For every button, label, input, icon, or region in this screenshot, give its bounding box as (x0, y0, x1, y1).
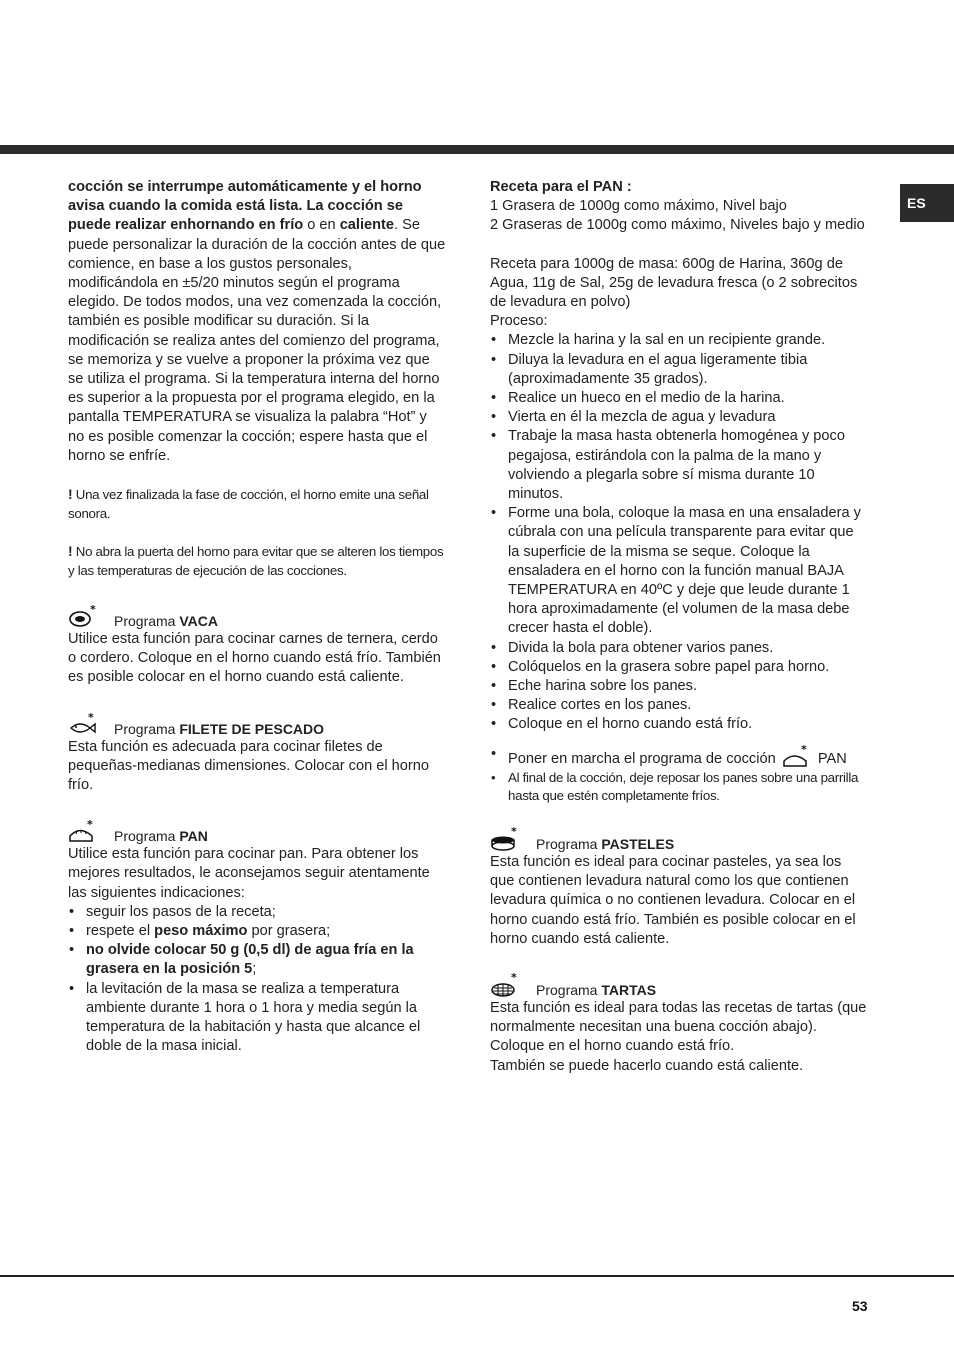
page-number: 53 (852, 1298, 868, 1314)
note-sound: ! Una vez finalizada la fase de cocción, el horno emite una señal sonora. (68, 486, 429, 521)
list-item: • Mezcle la harina y la sal en un recipiente grande. (490, 331, 868, 350)
recipe-process-label: Proceso: (490, 313, 548, 330)
svg-text:*: * (87, 819, 93, 832)
bread-icon (782, 745, 812, 769)
recipe-steps-list (490, 331, 868, 734)
program-pan-text: Utilice esta función para cocinar pan. Para obtener los mejores resultados, le aconsejamos seguir atentamente las siguientes indicaciones: (68, 846, 430, 901)
pan-instructions-list (68, 903, 446, 1057)
list-item: • Forme una bola, coloque la masa en una ensaladera y cúbrala con una película transparente para evitar que la superficie de la misma se seque. Coloque la ensaladera en el horno con la función manual BAJA TEMPERATURA en 40ºC y deje que leude durante 1 hora aproximadamente (el volumen de la masa debe crecer hasta el doble). (490, 504, 868, 638)
recipe-line-1: 1 Grasera de 1000g como máximo, Nivel bajo (490, 198, 787, 215)
recipe-line-2: 2 Graseras de 1000g como máximo, Niveles bajo y medio (490, 217, 865, 234)
list-item: • Poner en marcha el programa de cocción * PAN (490, 745, 868, 769)
program-tartas-text-2: También se puede hacerlo cuando está caliente. (490, 1057, 804, 1074)
left-column (68, 178, 446, 1057)
list-item: • Al final de la cocción, deje reposar los panes sobre una parrilla hasta que estén completamente fríos. (490, 769, 868, 806)
list-item: • Trabaje la masa hasta obtenerla homogénea y poco pegajosa, estirándola con la palma de la mano y volviendo a plegarla sobre sí misma durante 10 minutos. (490, 427, 868, 504)
list-item: • no olvide colocar 50 g (0,5 dl) de agua fría en la grasera en la posición 5; (68, 941, 446, 979)
svg-text:*: * (511, 826, 517, 838)
svg-text:*: * (90, 604, 96, 617)
right-column (490, 178, 868, 1076)
tart-icon (490, 973, 520, 999)
svg-text:*: * (511, 972, 517, 984)
program-pasteles-heading: * Programa PASTELES (490, 825, 868, 853)
program-vaca-text: Utilice esta función para cocinar carnes de ternera, cerdo o cordero. Coloque en el horno cuando está frío. También es posible colocar en el horno cuando está caliente. (68, 631, 441, 686)
recipe-title: Receta para el PAN : (490, 179, 632, 195)
program-vaca-heading: * Programa VACA (68, 602, 446, 630)
note-door: ! No abra la puerta del horno para evitar que se alteren los tiempos y las temperaturas de ejecución de las cocciones. (68, 543, 444, 578)
program-pescado-heading: * Programa FILETE DE PESCADO (68, 710, 446, 738)
language-tab: ES (900, 184, 954, 222)
meat-icon (68, 604, 98, 630)
program-pan-heading: * Programa PAN (68, 817, 446, 845)
recipe-dough: Receta para 1000g de masa: 600g de Harina, 360g de Agua, 11g de Sal, 25g de levadura fresca (o 2 sobrecitos de levadura en polvo) (490, 255, 858, 311)
svg-text:*: * (800, 744, 807, 756)
list-item: • Divida la bola para obtener varios panes. (490, 639, 868, 658)
list-item: • Colóquelos en la grasera sobre papel para horno. (490, 658, 868, 677)
list-item: • la levitación de la masa se realiza a temperatura ambiente durante 1 hora o 1 hora y media según la temperatura de la habitación y hasta que alcance el doble de la masa inicial. (68, 980, 446, 1057)
list-item: • Realice un hueco en el medio de la harina. (490, 389, 868, 408)
bread-icon (68, 819, 98, 845)
top-rule (0, 145, 954, 154)
program-pasteles-text: Esta función es ideal para cocinar pasteles, ya sea los que contienen levadura natural como los que contienen levadura química o no contienen levadura. Colocar en el horno cuando está frío. También es posible colocar en el horno cuando está caliente. (490, 853, 856, 947)
list-item: • Vierta en él la mezcla de agua y levadura (490, 408, 868, 427)
fish-icon (68, 712, 98, 738)
recipe-final-list (490, 745, 868, 806)
list-item: • Realice cortes en los panes. (490, 696, 868, 715)
list-item: • Coloque en el horno cuando está frío. (490, 715, 868, 734)
svg-text:*: * (88, 711, 94, 724)
list-item: • respete el peso máximo por grasera; (68, 922, 446, 941)
list-item: • seguir los pasos de la receta; (68, 903, 446, 922)
bottom-rule (0, 1275, 954, 1277)
cake-icon (490, 827, 520, 853)
program-pescado-text: Esta función es adecuada para cocinar filetes de pequeñas-medianas dimensiones. Colocar con el horno frío. (68, 738, 430, 794)
list-item: • Eche harina sobre los panes. (490, 677, 868, 696)
list-item: • Diluya la levadura en el agua ligeramente tibia (aproximadamente 35 grados). (490, 351, 868, 389)
program-tartas-heading: * Programa TARTAS (490, 971, 868, 999)
program-tartas-text: Esta función es ideal para todas las recetas de tartas (que normalmente necesitan una buena cocción abajo). Coloque en el horno cuando está frío. (490, 999, 867, 1055)
intro-paragraph: cocción se interrumpe automáticamente y el horno avisa cuando la comida está lista. La cocción se puede realizar enhornando en frío o en caliente. Se puede personalizar la duración de la cocción antes de que comience, en base a los gustos personales, modificándola en ±5/20 minutos según el programa elegido. De todos modos, una vez comenzada la cocción, también es posible modificar su duración. Si la modificación se realiza antes del comienzo del programa, se memoriza y se vuelve a proponer la próxima vez que se utiliza el programa. Si la temperatura interna del horno es superior a la propuesta por el programa elegido, en la pantalla TEMPERATURA se visualiza la palabra “Hot” y no es posible comenzar la cocción; espere hasta que el horno se enfríe. (68, 179, 446, 464)
